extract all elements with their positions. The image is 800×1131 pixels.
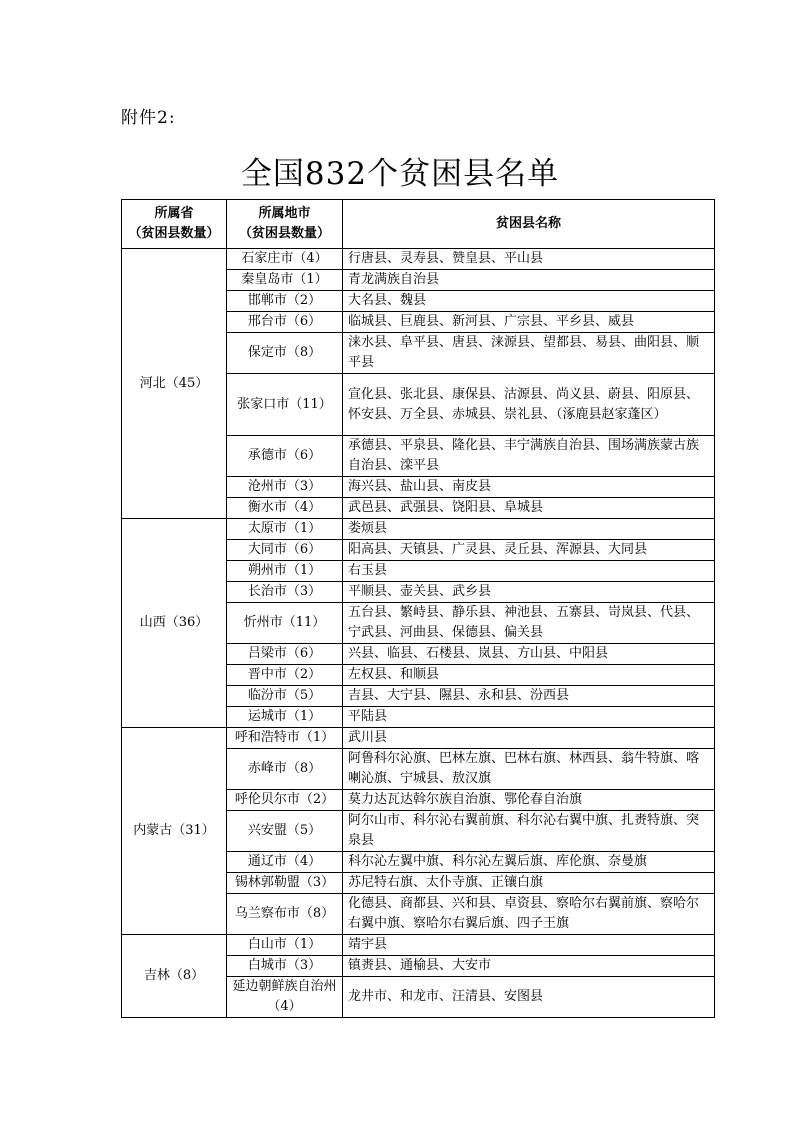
- city-cell: 白城市（3）: [227, 956, 343, 977]
- counties-cell: 海兴县、盐山县、南皮县: [343, 477, 715, 498]
- city-cell: 张家口市（11）: [227, 374, 343, 436]
- city-cell: 呼伦贝尔市（2）: [227, 790, 343, 811]
- city-cell: 朔州市（1）: [227, 561, 343, 582]
- city-cell: 邢台市（6）: [227, 312, 343, 333]
- city-column-header: 所属地市 （贫困县数量）: [227, 200, 343, 249]
- province-cell: 河北（45）: [122, 249, 227, 519]
- counties-cell: 青龙满族自治县: [343, 270, 715, 291]
- page-title: 全国832个贫困县名单: [240, 156, 560, 192]
- city-cell: 秦皇岛市（1）: [227, 270, 343, 291]
- city-cell: 兴安盟（5）: [227, 811, 343, 852]
- counties-cell: 阳高县、天镇县、广灵县、灵丘县、浑源县、大同县: [343, 540, 715, 561]
- province-cell: 内蒙古（31）: [122, 728, 227, 935]
- city-cell: 吕梁市（6）: [227, 644, 343, 665]
- province-cell: 吉林（8）: [122, 935, 227, 1018]
- city-cell: 通辽市（4）: [227, 852, 343, 873]
- counties-cell: 平顺县、壶关县、武乡县: [343, 582, 715, 603]
- counties-cell: 临城县、巨鹿县、新河县、广宗县、平乡县、威县: [343, 312, 715, 333]
- table-row: [122, 728, 715, 749]
- city-cell: 石家庄市（4）: [227, 249, 343, 270]
- city-cell: 太原市（1）: [227, 519, 343, 540]
- poverty-county-table: [121, 199, 715, 1018]
- counties-cell: 龙井市、和龙市、汪清县、安图县: [343, 977, 715, 1018]
- city-cell: 白山市（1）: [227, 935, 343, 956]
- city-cell: 临汾市（5）: [227, 686, 343, 707]
- city-cell: 晋中市（2）: [227, 665, 343, 686]
- counties-cell: 娄烦县: [343, 519, 715, 540]
- counties-cell: 阿鲁科尔沁旗、巴林左旗、巴林右旗、林西县、翁牛特旗、喀喇沁旗、宁城县、敖汉旗: [343, 749, 715, 790]
- counties-cell: 苏尼特右旗、太仆寺旗、正镶白旗: [343, 873, 715, 894]
- table-row: [122, 935, 715, 956]
- city-cell: 乌兰察布市（8）: [227, 894, 343, 935]
- city-cell: 衡水市（4）: [227, 498, 343, 519]
- city-cell: 呼和浩特市（1）: [227, 728, 343, 749]
- city-cell: 承德市（6）: [227, 436, 343, 477]
- counties-cell: 靖宇县: [343, 935, 715, 956]
- counties-cell: 武邑县、武强县、饶阳县、阜城县: [343, 498, 715, 519]
- city-cell: 保定市（8）: [227, 333, 343, 374]
- counties-cell: 大名县、魏县: [343, 291, 715, 312]
- counties-cell: 涞水县、阜平县、唐县、涞源县、望都县、易县、曲阳县、顺平县: [343, 333, 715, 374]
- city-cell: 运城市（1）: [227, 707, 343, 728]
- counties-column-header: 贫困县名称: [343, 200, 715, 249]
- counties-cell: 宣化县、张北县、康保县、沽源县、尚义县、蔚县、阳原县、怀安县、万全县、赤城县、崇礼县、（涿鹿县赵家蓬区）: [343, 374, 715, 436]
- city-cell: 延边朝鲜族自治州（4）: [227, 977, 343, 1018]
- city-cell: 大同市（6）: [227, 540, 343, 561]
- city-cell: 长治市（3）: [227, 582, 343, 603]
- city-cell: 邯郸市（2）: [227, 291, 343, 312]
- counties-cell: 行唐县、灵寿县、赞皇县、平山县: [343, 249, 715, 270]
- counties-cell: 五台县、繁峙县、静乐县、神池县、五寨县、岢岚县、代县、宁武县、河曲县、保德县、偏关县: [343, 603, 715, 644]
- city-cell: 沧州市（3）: [227, 477, 343, 498]
- province-column-header: 所属省 （贫困县数量）: [122, 200, 227, 249]
- counties-cell: 化德县、商都县、兴和县、卓资县、察哈尔右翼前旗、察哈尔右翼中旗、察哈尔右翼后旗、四子王旗: [343, 894, 715, 935]
- city-cell: 锡林郭勒盟（3）: [227, 873, 343, 894]
- counties-cell: 科尔沁左翼中旗、科尔沁左翼后旗、库伦旗、奈曼旗: [343, 852, 715, 873]
- counties-cell: 武川县: [343, 728, 715, 749]
- counties-cell: 兴县、临县、石楼县、岚县、方山县、中阳县: [343, 644, 715, 665]
- table-row: [122, 249, 715, 270]
- counties-cell: 承德县、平泉县、隆化县、丰宁满族自治县、围场满族蒙古族自治县、滦平县: [343, 436, 715, 477]
- counties-cell: 左权县、和顺县: [343, 665, 715, 686]
- city-cell: 赤峰市（8）: [227, 749, 343, 790]
- province-cell: 山西（36）: [122, 519, 227, 728]
- counties-cell: 阿尔山市、科尔沁右翼前旗、科尔沁右翼中旗、扎赉特旗、突泉县: [343, 811, 715, 852]
- city-cell: 忻州市（11）: [227, 603, 343, 644]
- counties-cell: 右玉县: [343, 561, 715, 582]
- counties-cell: 吉县、大宁县、隰县、永和县、汾西县: [343, 686, 715, 707]
- counties-cell: 平陆县: [343, 707, 715, 728]
- table-header-row: [122, 200, 715, 249]
- table-row: [122, 519, 715, 540]
- counties-cell: 镇赉县、通榆县、大安市: [343, 956, 715, 977]
- attachment-label: 附件2:: [121, 108, 176, 128]
- counties-cell: 莫力达瓦达斡尔族自治旗、鄂伦春自治旗: [343, 790, 715, 811]
